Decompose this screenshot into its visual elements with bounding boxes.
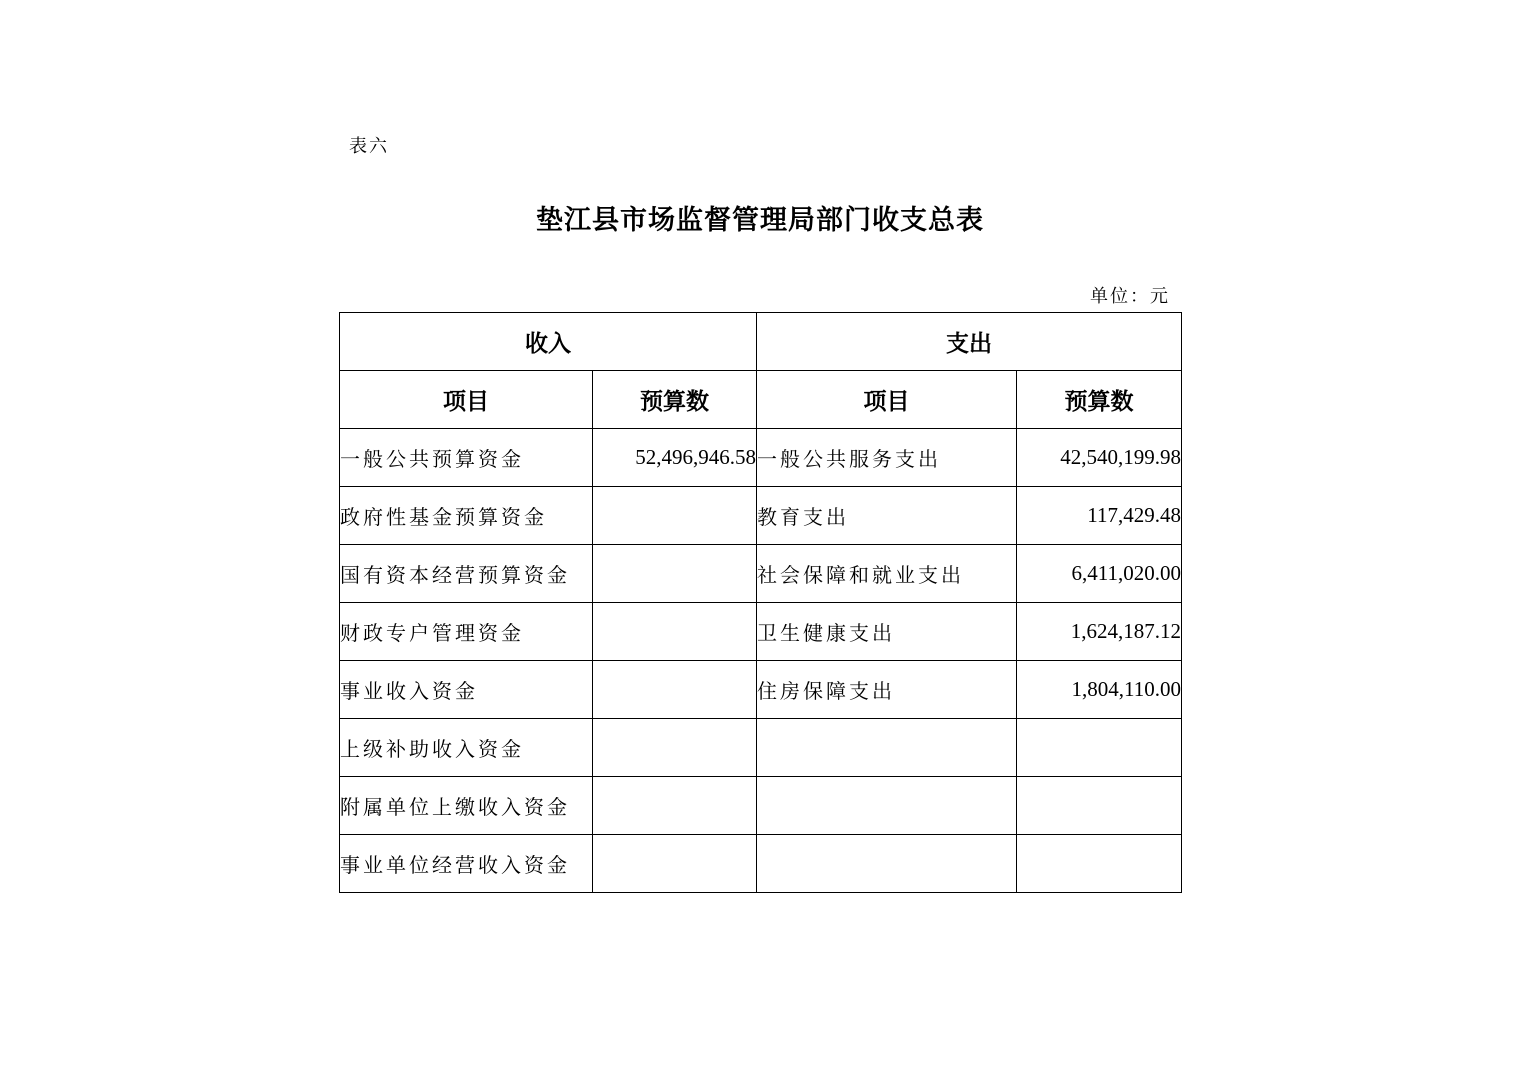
table-row <box>340 487 1182 545</box>
expense-amount-cell <box>1017 719 1182 777</box>
header-row-columns <box>340 371 1182 429</box>
expense-amount-cell <box>1017 777 1182 835</box>
income-amount-cell: 52,496,946.58 <box>593 429 757 487</box>
expense-item-cell: 教育支出 <box>757 487 1017 545</box>
expense-item-cell: 社会保障和就业支出 <box>757 545 1017 603</box>
income-item-header: 项目 <box>340 371 593 429</box>
expense-amount-cell: 6,411,020.00 <box>1017 545 1182 603</box>
expense-item-cell <box>757 835 1017 893</box>
income-item-cell: 政府性基金预算资金 <box>340 487 593 545</box>
income-amount-cell <box>593 777 757 835</box>
income-item-cell: 事业单位经营收入资金 <box>340 835 593 893</box>
table-row <box>340 545 1182 603</box>
expense-amount-cell: 1,804,110.00 <box>1017 661 1182 719</box>
income-section-header: 收入 <box>340 313 757 371</box>
expense-item-cell <box>757 777 1017 835</box>
budget-table <box>339 312 1182 893</box>
expense-item-header: 项目 <box>757 371 1017 429</box>
unit-note: 单位：元 <box>1090 286 1170 307</box>
income-item-cell: 上级补助收入资金 <box>340 719 593 777</box>
expense-budget-header: 预算数 <box>1017 371 1182 429</box>
expense-amount-cell: 117,429.48 <box>1017 487 1182 545</box>
table-label: 表六 <box>349 136 389 157</box>
table-row <box>340 835 1182 893</box>
expense-amount-cell: 42,540,199.98 <box>1017 429 1182 487</box>
income-amount-cell <box>593 661 757 719</box>
expense-item-cell <box>757 719 1017 777</box>
page-title: 垫江县市场监督管理局部门收支总表 <box>536 205 984 236</box>
expense-section-header: 支出 <box>757 313 1182 371</box>
expense-amount-cell: 1,624,187.12 <box>1017 603 1182 661</box>
expense-item-cell: 住房保障支出 <box>757 661 1017 719</box>
income-amount-cell <box>593 835 757 893</box>
table-row <box>340 719 1182 777</box>
expense-item-cell: 一般公共服务支出 <box>757 429 1017 487</box>
table-row <box>340 429 1182 487</box>
income-amount-cell <box>593 545 757 603</box>
income-budget-header: 预算数 <box>593 371 757 429</box>
income-amount-cell <box>593 603 757 661</box>
income-item-cell: 附属单位上缴收入资金 <box>340 777 593 835</box>
income-item-cell: 事业收入资金 <box>340 661 593 719</box>
table-row <box>340 661 1182 719</box>
income-amount-cell <box>593 719 757 777</box>
income-item-cell: 国有资本经营预算资金 <box>340 545 593 603</box>
income-item-cell: 一般公共预算资金 <box>340 429 593 487</box>
income-amount-cell <box>593 487 757 545</box>
income-item-cell: 财政专户管理资金 <box>340 603 593 661</box>
table-row <box>340 603 1182 661</box>
table-row <box>340 777 1182 835</box>
header-row-sections <box>340 313 1182 371</box>
expense-item-cell: 卫生健康支出 <box>757 603 1017 661</box>
expense-amount-cell <box>1017 835 1182 893</box>
